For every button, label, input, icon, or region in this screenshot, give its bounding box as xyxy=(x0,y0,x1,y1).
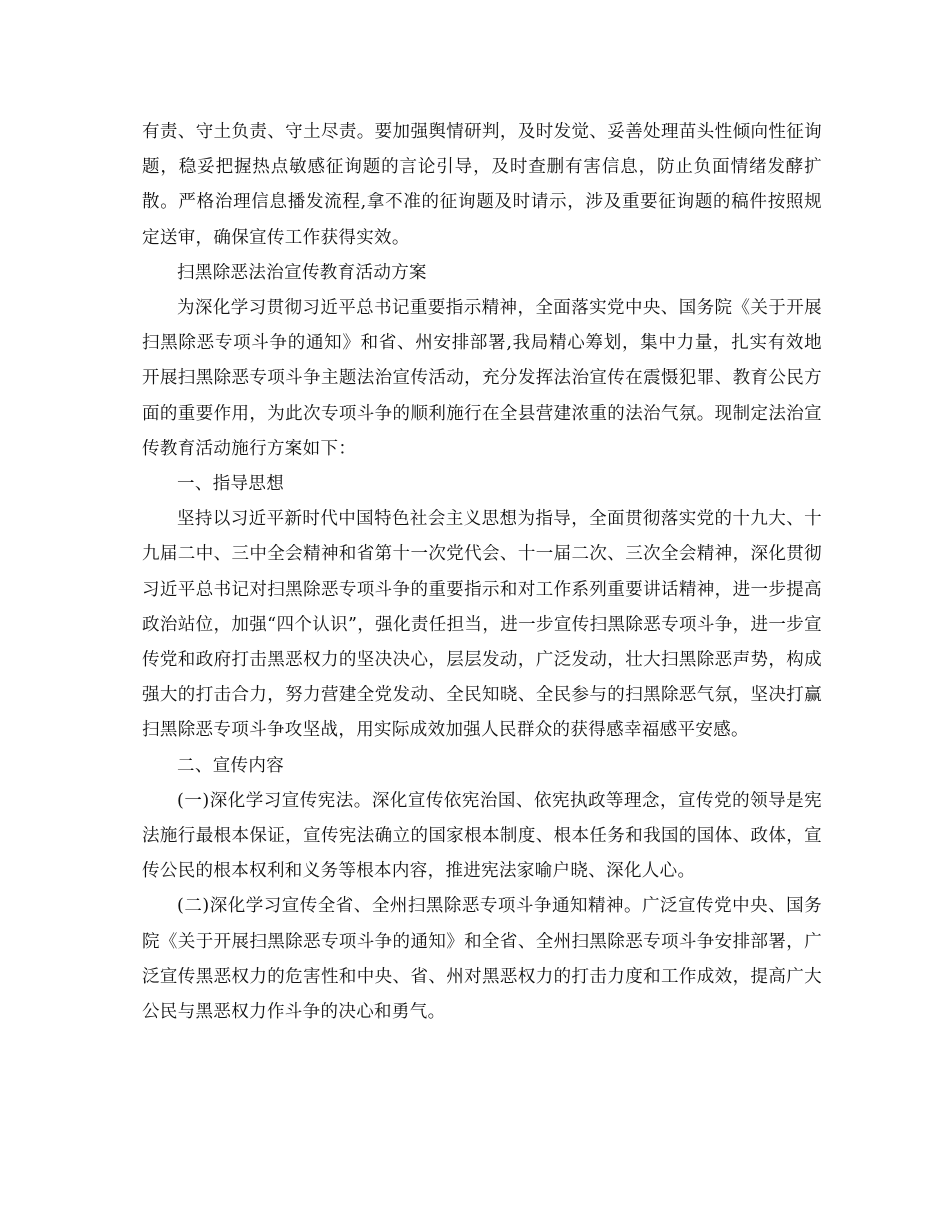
paragraph-guiding-ideology: 坚持以习近平新时代中国特色社会主义思想为指导，全面贯彻落实党的十九大、十九届二中、三中全会精神和省第十一次党代会、十一届二次、三次全会精神，深化贯彻习近平总书记对扫黑除恶专项斗争的重要指示和对工作系列重要讲话精神，进一步提高政治站位，加强“四个认识”，强化责任担当，进一步宣传扫黑除恶专项斗争，进一步宣传党和政府打击黑恶权力的坚决决心，层层发动，广泛发动，壮大扫黑除恶声势，构成强大的打击合力，努力营建全党发动、全民知晓、全民参与的扫黑除恶气氛，坚决打赢扫黑除恶专项斗争攻坚战，用实际成效加强人民群众的获得感幸福感平安感。 xyxy=(142,509,822,741)
paragraph-notice-spirit: (二)深化学习宣传全省、全州扫黑除恶专项斗争通知精神。广泛宣传党中央、国务院《关于开展扫黑除恶专项斗争的通知》和全省、全州扫黑除恶专项斗争安排部署，广泛宣传黑恶权力的危害性和中央、省、州对黑恶权力的打击力度和工作成效，提高广大公民与黑恶权力作斗争的决心和勇气。 xyxy=(142,896,822,1023)
paragraph-constitution: (一)深化学习宣传宪法。深化宣传依宪治国、依宪执政等理念，宣传党的领导是宪法施行最根本保证，宣传宪法确立的国家根本制度、根本任务和我国的国体、政体，宣传公民的根本权利和义务等根本内容，推进宪法家喻户晓、深化人心。 xyxy=(142,790,822,882)
paragraph-intro: 为深化学习贯彻习近平总书记重要指示精神，全面落实党中央、国务院《关于开展扫黑除恶专项斗争的通知》和省、州安排部署,我局精心筹划，集中力量，扎实有效地开展扫黑除恶专项斗争主题法治宣传活动，充分发挥法治宣传在震慑犯罪、教育公民方面的重要作用，为此次专项斗争的顺利施行在全县营建浓重的法治气氛。现制定法治宣传教育活动施行方案如下： xyxy=(142,298,822,459)
document-page xyxy=(142,115,822,1030)
heading-publicity-content: 二、宣传内容 xyxy=(177,755,285,776)
paragraph-continuation: 有责、守土负责、守土尽责。要加强舆情研判，及时发觉、妥善处理苗头性倾向性征询题，稳妥把握热点敏感征询题的言论引导，及时查删有害信息，防止负面情绪发酵扩散。严格治理信息播发流程,拿不准的征询题及时请示，涉及重要征询题的稿件按照规定送审，确保宣传工作获得实效。 xyxy=(142,122,822,248)
section-title: 扫黑除恶法治宣传教育活动方案 xyxy=(177,262,427,283)
heading-guiding-ideology: 一、指导思想 xyxy=(177,474,285,495)
